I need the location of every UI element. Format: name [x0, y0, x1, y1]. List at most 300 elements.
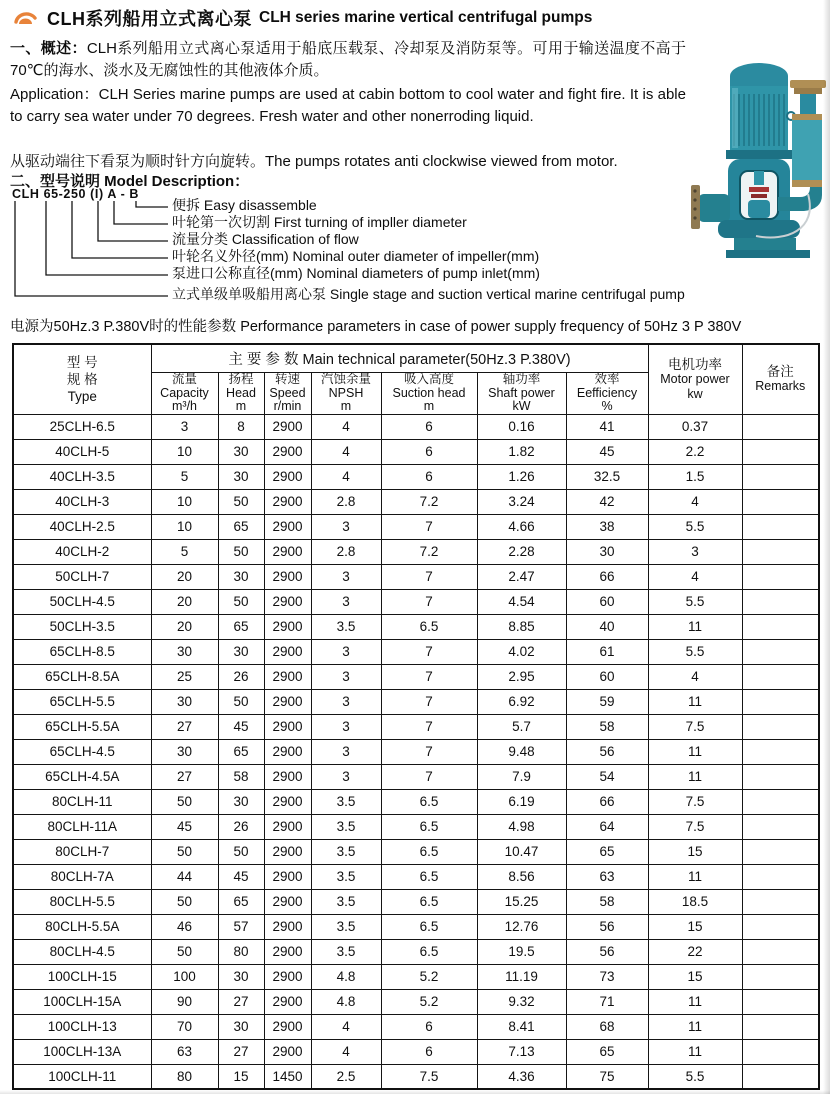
table-row: [13, 939, 819, 964]
value-cell: 63: [151, 1039, 218, 1064]
value-cell: 50: [218, 589, 264, 614]
model-cell: 65CLH-5.5: [13, 689, 151, 714]
value-cell: 3: [311, 564, 381, 589]
value-cell: 19.5: [477, 939, 566, 964]
overview-section: [10, 38, 686, 127]
value-cell: 7: [381, 564, 477, 589]
remarks-cell: [742, 964, 819, 989]
value-cell: 50: [151, 939, 218, 964]
value-cell: 1.82: [477, 439, 566, 464]
remarks-cell: [742, 439, 819, 464]
overview-body-en: CLH Series marine pumps are used at cabin bottom to cool water and fight fire. It is able to carry sea water under 70 degrees. Fresh water and other nonerroding liquid.: [10, 86, 686, 125]
model-code-tree-lines: [12, 201, 172, 301]
value-cell: 4: [648, 564, 742, 589]
value-cell: 56: [566, 739, 648, 764]
value-cell: 41: [566, 414, 648, 439]
value-cell: 2900: [264, 639, 311, 664]
model-item-2: 流量分类 Classification of flow: [172, 231, 359, 247]
type-header-zh1: 型 号: [66, 354, 98, 370]
model-cell: 80CLH-5.5: [13, 889, 151, 914]
value-cell: 18.5: [648, 889, 742, 914]
value-cell: 6: [381, 439, 477, 464]
col-header-speed: 转速 Speed r/min: [264, 373, 311, 415]
value-cell: 3: [648, 539, 742, 564]
value-cell: 3.24: [477, 489, 566, 514]
table-row: [13, 714, 819, 739]
model-cell: 40CLH-3.5: [13, 464, 151, 489]
value-cell: 5: [151, 539, 218, 564]
value-cell: 11: [648, 989, 742, 1014]
value-cell: 50: [218, 689, 264, 714]
table-row: [13, 989, 819, 1014]
value-cell: 58: [218, 764, 264, 789]
value-cell: 9.48: [477, 739, 566, 764]
value-cell: 46: [151, 914, 218, 939]
value-cell: 2900: [264, 864, 311, 889]
value-cell: 65: [218, 614, 264, 639]
value-cell: 30: [218, 464, 264, 489]
value-cell: 50: [151, 889, 218, 914]
value-cell: 90: [151, 989, 218, 1014]
value-cell: 2900: [264, 964, 311, 989]
value-cell: 7.5: [648, 789, 742, 814]
value-cell: 6.5: [381, 889, 477, 914]
remarks-cell: [742, 639, 819, 664]
value-cell: 30: [218, 964, 264, 989]
value-cell: 65: [218, 514, 264, 539]
model-cell: 100CLH-15: [13, 964, 151, 989]
model-cell: 100CLH-11: [13, 1064, 151, 1089]
model-cell: 80CLH-7A: [13, 864, 151, 889]
value-cell: 2900: [264, 989, 311, 1014]
value-cell: 80: [218, 939, 264, 964]
model-cell: 50CLH-3.5: [13, 614, 151, 639]
value-cell: 61: [566, 639, 648, 664]
table-row: [13, 1064, 819, 1089]
value-cell: 50: [151, 839, 218, 864]
table-row: [13, 414, 819, 439]
value-cell: 7.5: [648, 714, 742, 739]
value-cell: 10: [151, 489, 218, 514]
overview-label-zh: 一、概述：: [10, 40, 87, 57]
value-cell: 5: [151, 464, 218, 489]
model-cell: 40CLH-3: [13, 489, 151, 514]
value-cell: 7: [381, 764, 477, 789]
value-cell: 30: [218, 1014, 264, 1039]
value-cell: 6.5: [381, 814, 477, 839]
value-cell: 20: [151, 564, 218, 589]
value-cell: 50: [218, 489, 264, 514]
value-cell: 2900: [264, 689, 311, 714]
value-cell: 65: [218, 889, 264, 914]
value-cell: 26: [218, 814, 264, 839]
value-cell: 57: [218, 914, 264, 939]
value-cell: 1.26: [477, 464, 566, 489]
value-cell: 4: [311, 1039, 381, 1064]
remarks-cell: [742, 939, 819, 964]
value-cell: 11: [648, 1039, 742, 1064]
value-cell: 3.5: [311, 814, 381, 839]
remarks-cell: [742, 1039, 819, 1064]
value-cell: 3: [311, 589, 381, 614]
value-cell: 6.5: [381, 614, 477, 639]
model-cell: 65CLH-8.5: [13, 639, 151, 664]
value-cell: 2900: [264, 439, 311, 464]
type-header-en: Type: [67, 388, 97, 404]
value-cell: 3.5: [311, 939, 381, 964]
value-cell: 4.98: [477, 814, 566, 839]
table-row: [13, 1039, 819, 1064]
remarks-cell: [742, 864, 819, 889]
value-cell: 8.85: [477, 614, 566, 639]
value-cell: 58: [566, 889, 648, 914]
value-cell: 65: [566, 1039, 648, 1064]
value-cell: 71: [566, 989, 648, 1014]
type-header-zh2: 规 格: [66, 371, 98, 387]
value-cell: 7: [381, 689, 477, 714]
value-cell: 2900: [264, 764, 311, 789]
value-cell: 4: [648, 664, 742, 689]
table-row: [13, 439, 819, 464]
motor-header-zh: 电机功率: [668, 356, 722, 372]
model-item-0: 便拆 Easy disassemble: [172, 197, 317, 213]
remarks-cell: [742, 589, 819, 614]
value-cell: 22: [648, 939, 742, 964]
value-cell: 4: [311, 464, 381, 489]
value-cell: 66: [566, 789, 648, 814]
value-cell: 60: [566, 664, 648, 689]
value-cell: 4.36: [477, 1064, 566, 1089]
value-cell: 7: [381, 714, 477, 739]
value-cell: 58: [566, 714, 648, 739]
value-cell: 4: [311, 439, 381, 464]
value-cell: 1.5: [648, 464, 742, 489]
motor-header-unit: kw: [687, 386, 703, 401]
value-cell: 2900: [264, 939, 311, 964]
col-header-head: 扬程 Head m: [218, 373, 264, 415]
sunrise-logo-icon: [14, 8, 40, 28]
value-cell: 2900: [264, 789, 311, 814]
value-cell: 10: [151, 439, 218, 464]
value-cell: 100: [151, 964, 218, 989]
value-cell: 3.5: [311, 614, 381, 639]
value-cell: 56: [566, 939, 648, 964]
value-cell: 65: [218, 739, 264, 764]
value-cell: 3: [311, 714, 381, 739]
value-cell: 2900: [264, 414, 311, 439]
value-cell: 2900: [264, 464, 311, 489]
page-title-zh: CLH系列船用立式离心泵: [47, 9, 252, 29]
value-cell: 11: [648, 764, 742, 789]
value-cell: 5.7: [477, 714, 566, 739]
value-cell: 44: [151, 864, 218, 889]
value-cell: 3.5: [311, 839, 381, 864]
remarks-cell: [742, 889, 819, 914]
value-cell: 6: [381, 414, 477, 439]
value-cell: 7.2: [381, 489, 477, 514]
value-cell: 7: [381, 639, 477, 664]
model-item-4: 泵进口公称直径(mm) Nominal diameters of pump inlet(mm): [172, 265, 540, 281]
model-cell: 65CLH-4.5: [13, 739, 151, 764]
value-cell: 30: [151, 639, 218, 664]
model-cell: 100CLH-13A: [13, 1039, 151, 1064]
pump-photo: [688, 54, 828, 262]
table-row: [13, 964, 819, 989]
value-cell: 8.56: [477, 864, 566, 889]
value-cell: 7: [381, 589, 477, 614]
value-cell: 27: [218, 1039, 264, 1064]
value-cell: 2900: [264, 564, 311, 589]
value-cell: 2.28: [477, 539, 566, 564]
value-cell: 6.5: [381, 939, 477, 964]
remarks-cell: [742, 539, 819, 564]
value-cell: 2900: [264, 739, 311, 764]
value-cell: 30: [566, 539, 648, 564]
value-cell: 2.95: [477, 664, 566, 689]
value-cell: 2900: [264, 714, 311, 739]
table-row: [13, 914, 819, 939]
value-cell: 11: [648, 739, 742, 764]
model-cell: 65CLH-4.5A: [13, 764, 151, 789]
value-cell: 2.8: [311, 489, 381, 514]
model-cell: 25CLH-6.5: [13, 414, 151, 439]
value-cell: 26: [218, 664, 264, 689]
remarks-cell: [742, 789, 819, 814]
value-cell: 6.5: [381, 789, 477, 814]
value-cell: 6: [381, 1014, 477, 1039]
model-cell: 65CLH-5.5A: [13, 714, 151, 739]
value-cell: 5.5: [648, 1064, 742, 1089]
value-cell: 5.5: [648, 514, 742, 539]
value-cell: 42: [566, 489, 648, 514]
remarks-cell: [742, 489, 819, 514]
model-cell: 80CLH-11A: [13, 814, 151, 839]
value-cell: 7: [381, 514, 477, 539]
value-cell: 2900: [264, 814, 311, 839]
table-row: [13, 764, 819, 789]
table-row: [13, 539, 819, 564]
value-cell: 3: [311, 514, 381, 539]
value-cell: 12.76: [477, 914, 566, 939]
col-header-remarks: [742, 344, 819, 414]
value-cell: 3.5: [311, 914, 381, 939]
value-cell: 2900: [264, 614, 311, 639]
value-cell: 27: [151, 714, 218, 739]
rotation-note: 从驱动端往下看泵为顺时针方向旋转。The pumps rotates anti clockwise viewed from motor.: [10, 153, 618, 170]
value-cell: 3: [311, 639, 381, 664]
value-cell: 6.5: [381, 914, 477, 939]
value-cell: 50: [151, 789, 218, 814]
value-cell: 6: [381, 1039, 477, 1064]
overview-label-en: Application：: [10, 86, 99, 103]
value-cell: 3.5: [311, 789, 381, 814]
table-row: [13, 664, 819, 689]
overview-body-zh: CLH系列船用立式离心泵适用于船底压载泵、冷却泵及消防泵等。可用于输送温度不高于70℃的海水、淡水及无腐蚀性的其他液体介质。: [10, 40, 686, 79]
value-cell: 27: [151, 764, 218, 789]
value-cell: 2900: [264, 914, 311, 939]
value-cell: 0.37: [648, 414, 742, 439]
value-cell: 8: [218, 414, 264, 439]
value-cell: 4: [311, 1014, 381, 1039]
value-cell: 7: [381, 739, 477, 764]
value-cell: 5.2: [381, 964, 477, 989]
remarks-cell: [742, 814, 819, 839]
value-cell: 45: [566, 439, 648, 464]
value-cell: 63: [566, 864, 648, 889]
scan-bottom-shade: [0, 1090, 830, 1094]
value-cell: 30: [218, 789, 264, 814]
remarks-cell: [742, 564, 819, 589]
value-cell: 25: [151, 664, 218, 689]
value-cell: 30: [151, 739, 218, 764]
value-cell: 2900: [264, 889, 311, 914]
value-cell: 45: [218, 714, 264, 739]
model-item-1: 叶轮第一次切割 First turning of impller diameter: [172, 214, 467, 230]
value-cell: 4: [648, 489, 742, 514]
value-cell: 20: [151, 614, 218, 639]
table-row: [13, 489, 819, 514]
remarks-header-zh: 备注: [766, 363, 794, 379]
table-body: [13, 414, 819, 1089]
value-cell: 3.5: [311, 864, 381, 889]
value-cell: 32.5: [566, 464, 648, 489]
table-row: [13, 639, 819, 664]
value-cell: 3: [311, 664, 381, 689]
table-row: [13, 464, 819, 489]
value-cell: 50: [218, 839, 264, 864]
value-cell: 2900: [264, 664, 311, 689]
value-cell: 15: [218, 1064, 264, 1089]
value-cell: 4: [311, 414, 381, 439]
value-cell: 0.16: [477, 414, 566, 439]
value-cell: 2900: [264, 539, 311, 564]
model-cell: 100CLH-15A: [13, 989, 151, 1014]
motor-header-en: Motor power: [660, 372, 730, 386]
value-cell: 9.32: [477, 989, 566, 1014]
value-cell: 11: [648, 614, 742, 639]
value-cell: 64: [566, 814, 648, 839]
table-row: [13, 789, 819, 814]
value-cell: 2900: [264, 1039, 311, 1064]
value-cell: 7.5: [648, 814, 742, 839]
table-row: [13, 889, 819, 914]
value-cell: 60: [566, 589, 648, 614]
value-cell: 2.2: [648, 439, 742, 464]
value-cell: 15: [648, 839, 742, 864]
value-cell: 11.19: [477, 964, 566, 989]
table-row: [13, 614, 819, 639]
value-cell: 38: [566, 514, 648, 539]
value-cell: 20: [151, 589, 218, 614]
value-cell: 11: [648, 689, 742, 714]
value-cell: 7.2: [381, 539, 477, 564]
model-cell: 65CLH-8.5A: [13, 664, 151, 689]
value-cell: 2900: [264, 839, 311, 864]
value-cell: 15: [648, 914, 742, 939]
value-cell: 10.47: [477, 839, 566, 864]
col-header-npsh: 汽蚀余量 NPSH m: [311, 373, 381, 415]
remarks-cell: [742, 739, 819, 764]
value-cell: 54: [566, 764, 648, 789]
value-cell: 3: [311, 739, 381, 764]
value-cell: 45: [218, 864, 264, 889]
remarks-cell: [742, 914, 819, 939]
value-cell: 73: [566, 964, 648, 989]
value-cell: 75: [566, 1064, 648, 1089]
value-cell: 45: [151, 814, 218, 839]
value-cell: 50: [218, 539, 264, 564]
value-cell: 7.9: [477, 764, 566, 789]
model-cell: 80CLH-4.5: [13, 939, 151, 964]
remarks-cell: [742, 1064, 819, 1089]
value-cell: 2.47: [477, 564, 566, 589]
value-cell: 6.5: [381, 864, 477, 889]
value-cell: 70: [151, 1014, 218, 1039]
value-cell: 2900: [264, 1014, 311, 1039]
remarks-cell: [742, 764, 819, 789]
table-row: [13, 589, 819, 614]
value-cell: 30: [218, 639, 264, 664]
model-cell: 80CLH-11: [13, 789, 151, 814]
col-header-suction-head: 吸入高度 Suction head m: [381, 373, 477, 415]
doc-header: [14, 5, 592, 31]
overview-paragraph-zh: [10, 38, 686, 82]
value-cell: 3: [311, 764, 381, 789]
model-cell: 50CLH-7: [13, 564, 151, 589]
value-cell: 6: [381, 464, 477, 489]
group-header: 主 要 参 数 Main technical parameter(50Hz.3 P.380V): [151, 344, 648, 373]
performance-note: 电源为50Hz.3 P.380V时的性能参数 Performance parameters in case of power supply frequency of 50Hz 3 P 380V: [10, 319, 742, 335]
col-header-eefficiency: 效率 Eefficiency %: [566, 373, 648, 415]
model-cell: 80CLH-7: [13, 839, 151, 864]
value-cell: 3.5: [311, 889, 381, 914]
model-item-5: 立式单级单吸船用离心泵 Single stage and suction vertical marine centrifugal pump: [172, 286, 685, 302]
remarks-cell: [742, 689, 819, 714]
performance-table: [12, 343, 820, 1090]
model-cell: 40CLH-2: [13, 539, 151, 564]
value-cell: 68: [566, 1014, 648, 1039]
value-cell: 65: [566, 839, 648, 864]
value-cell: 5.5: [648, 639, 742, 664]
col-header-motor-power: [648, 344, 742, 414]
value-cell: 2900: [264, 589, 311, 614]
model-code: CLH 65-250 (I) A - B: [12, 187, 140, 201]
model-cell: 40CLH-2.5: [13, 514, 151, 539]
value-cell: 59: [566, 689, 648, 714]
remarks-cell: [742, 714, 819, 739]
table-row: [13, 814, 819, 839]
value-cell: 4.8: [311, 964, 381, 989]
remarks-cell: [742, 1014, 819, 1039]
model-cell: 80CLH-5.5A: [13, 914, 151, 939]
table-row: [13, 564, 819, 589]
value-cell: 66: [566, 564, 648, 589]
table-row: [13, 739, 819, 764]
value-cell: 4.8: [311, 989, 381, 1014]
value-cell: 5.5: [648, 589, 742, 614]
model-description-heading: 二、型号说明 Model Description：: [10, 173, 250, 190]
value-cell: 3: [151, 414, 218, 439]
table-row: [13, 689, 819, 714]
remarks-cell: [742, 464, 819, 489]
model-cell: 40CLH-5: [13, 439, 151, 464]
col-header-shaft-power: 轴功率 Shaft power kW: [477, 373, 566, 415]
value-cell: 2.8: [311, 539, 381, 564]
model-cell: 50CLH-4.5: [13, 589, 151, 614]
value-cell: 8.41: [477, 1014, 566, 1039]
table-row: [13, 514, 819, 539]
value-cell: 2900: [264, 489, 311, 514]
